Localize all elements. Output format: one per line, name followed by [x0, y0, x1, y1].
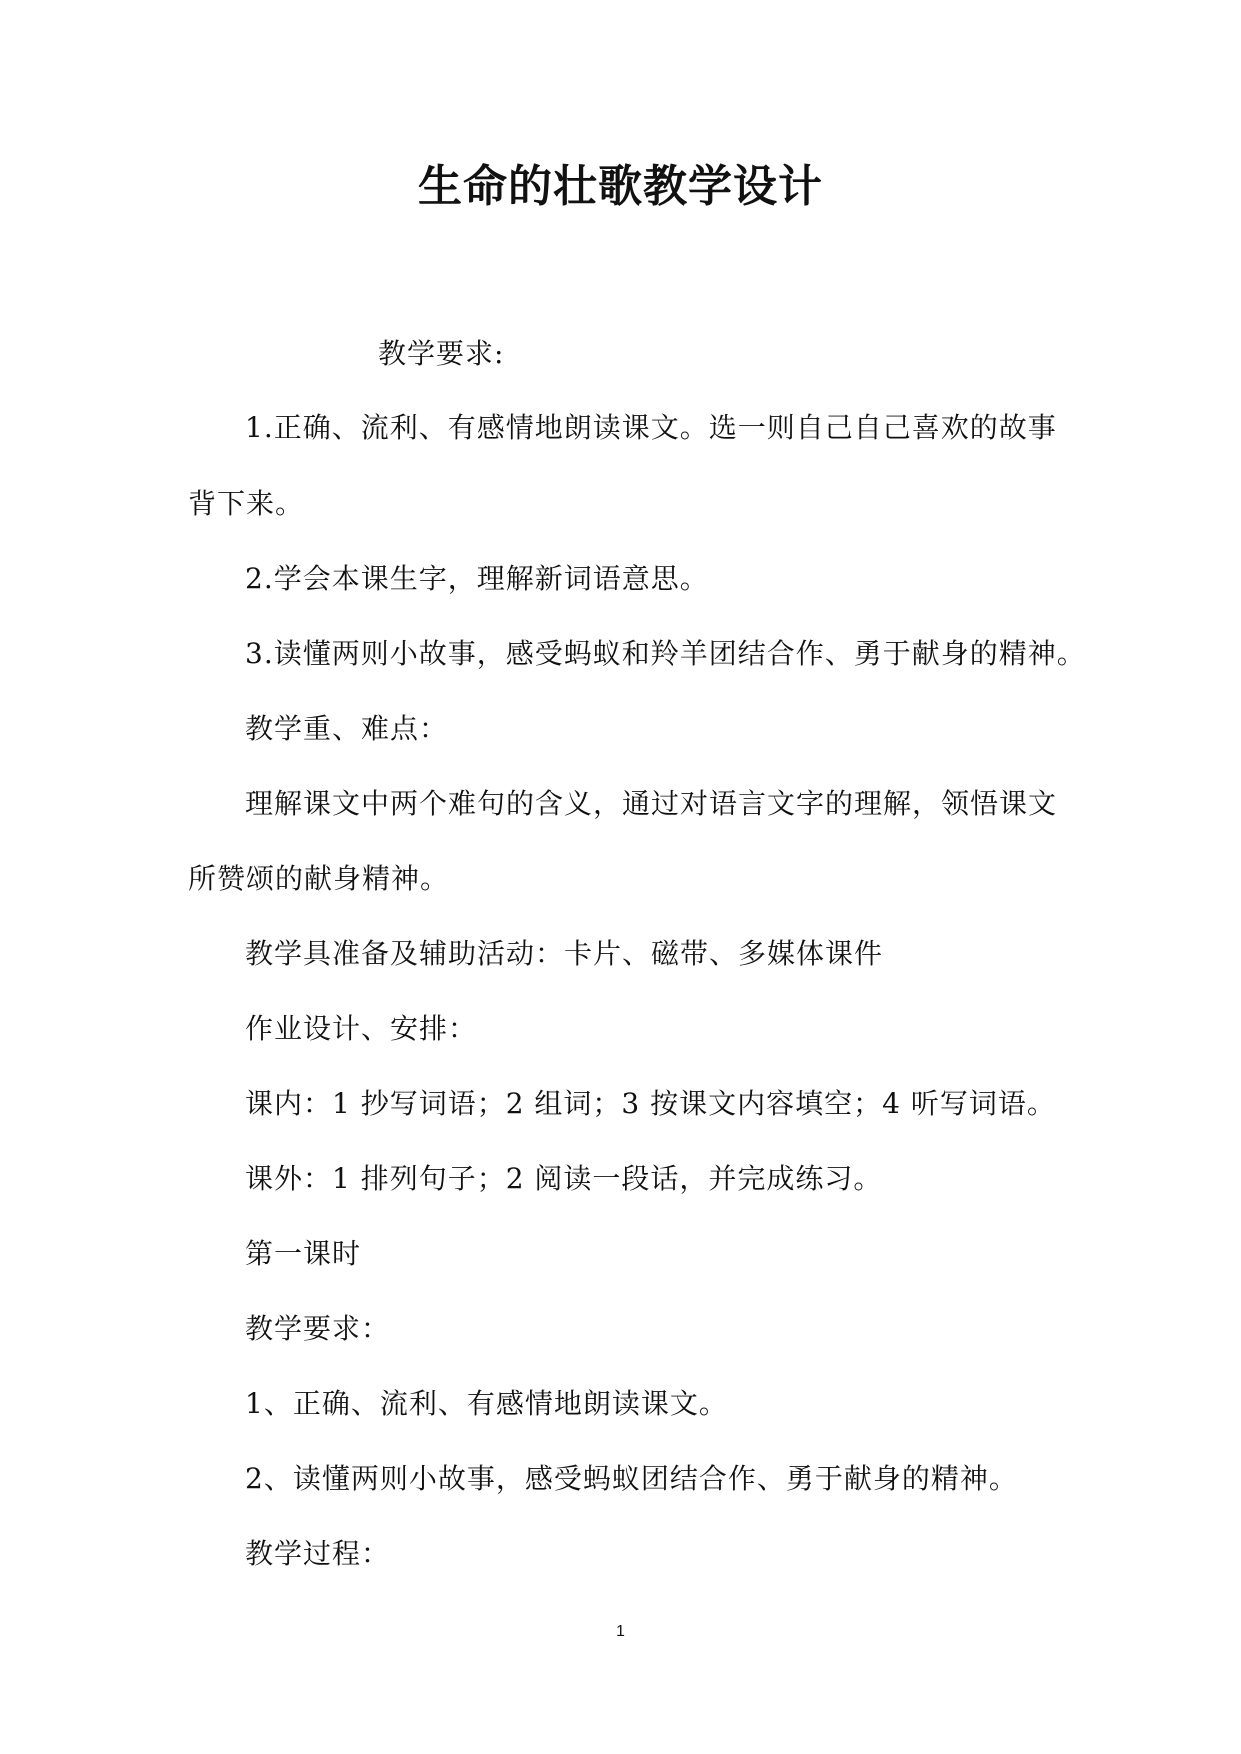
text-line: 教学要求：	[245, 1312, 391, 1345]
text-line: 2.学会本课生字，理解新词语意思。	[245, 562, 709, 595]
text-line: 3.读懂两则小故事，感受蚂蚁和羚羊团结合作、勇于献身的精神。	[245, 637, 1086, 670]
text-line: 教学要求:	[378, 337, 505, 370]
text-line: 课外：1 排列句子；2 阅读一段话，并完成练习。	[245, 1162, 883, 1195]
text-line: 作业设计、安排：	[245, 1012, 478, 1045]
text-line: 教学具准备及辅助活动：卡片、磁带、多媒体课件	[245, 937, 884, 970]
text-line: 教学重、难点：	[245, 712, 449, 745]
text-line: 2、读懂两则小故事，感受蚂蚁团结合作、勇于献身的精神。	[245, 1462, 1018, 1495]
text-line: 背下来。	[188, 487, 305, 520]
text-line: 1.正确、流利、有感情地朗读课文。选一则自己自己喜欢的故事	[245, 411, 1057, 444]
text-line: 1、正确、流利、有感情地朗读课文。	[245, 1387, 728, 1420]
page-title: 生命的壮歌教学设计	[418, 161, 823, 212]
text-line: 第一课时	[245, 1237, 362, 1270]
page-number: 1	[616, 1623, 625, 1640]
text-line: 理解课文中两个难句的含义，通过对语言文字的理解，领悟课文	[245, 787, 1058, 820]
text-line: 教学过程：	[245, 1537, 391, 1570]
text-line: 课内：1 抄写词语；2 组词；3 按课文内容填空；4 听写词语。	[245, 1087, 1056, 1120]
text-line: 所赞颂的献身精神。	[188, 862, 450, 895]
